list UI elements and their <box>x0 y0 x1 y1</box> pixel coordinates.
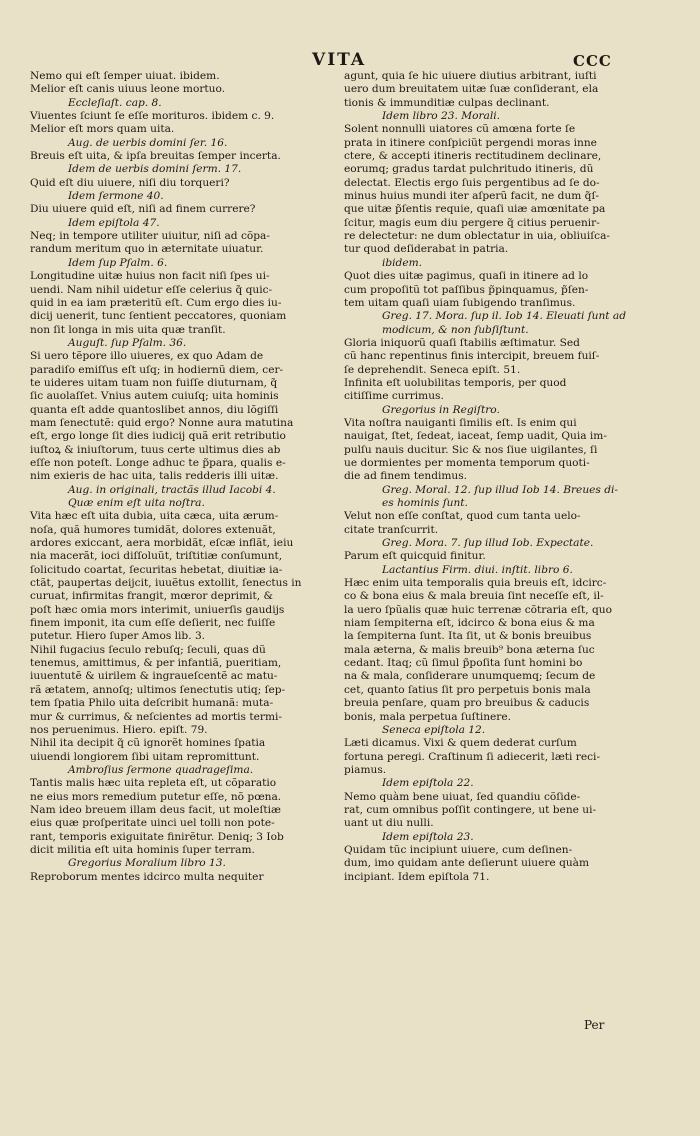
text-line: Reproborum mentes idcirco multa nequiter <box>30 870 264 883</box>
text-line: dicij uenerit, tunc ſentient peccatores, quoniam <box>30 310 287 323</box>
text-line: rã ætatem, annoſq; ultimos ſenectutis utiq; ſep- <box>30 683 286 696</box>
text-line: minus huius mundi iter aſperũ facit, ne dum q̃ſ- <box>344 190 599 203</box>
text-line: Velut non eſſe conſtat, quod cum tanta uelo- <box>344 510 581 523</box>
source-citation-line: Idem libro 23. Morali. <box>382 110 500 123</box>
text-line: Nihil ita decipit q̃ cũ ignorẽt homines ſpatia <box>30 737 266 750</box>
source-citation-line: Aug. in originali, tractãs illud Iacobi 4. <box>68 483 276 496</box>
text-line: noſa, quã humores tumidãt, dolores extenuãt, <box>30 523 276 536</box>
text-line: la uero ſpũalis quæ huic terrenæ cõtraria eſt, quo <box>344 603 612 616</box>
text-line: mur & currimus, & neſcientes ad mortis termi- <box>30 710 282 723</box>
text-line: uendi. Nam nihil uidetur eſſe celerius q̃ quic- <box>30 283 273 296</box>
text-line: Breuis eſt uita, & ipſa breuitas ſemper incerta. <box>30 150 281 163</box>
text-line: uero dum breuitatem uitæ ſuæ conſiderant, ela <box>344 83 599 96</box>
text-line: ſe deprehendit. Seneca epiſt. 51. <box>344 363 521 376</box>
text-line: ſcitur, magis eum diu pergere q̃ citius peruenir- <box>344 216 600 229</box>
text-line: agunt, quia ſe hic uiuere diutius arbitrant, iuſti <box>344 70 597 82</box>
catchword: Per <box>584 1018 605 1032</box>
text-line: eſſe non poteſt. Longe adhuc te p̃para, qualis e- <box>30 456 286 469</box>
text-line: nia macerãt, ioci diſſoluũt, triſtitiæ conſumunt, <box>30 550 283 563</box>
text-line: iuuentutẽ & uirilem & ingraueſcentẽ ac matu- <box>30 670 278 683</box>
source-citation-line: ibidem. <box>382 256 423 269</box>
text-line: die ad finem tendimus. <box>344 470 468 483</box>
text-line: ctere, & accepti itineris rectitudinem declinare, <box>344 150 602 163</box>
text-line: Longitudine uitæ huius non facit niſi ſpes ui- <box>30 270 270 283</box>
right-column <box>344 70 627 884</box>
text-line: eſt, ergo longe ſit dies iudicij quã erit retributio <box>30 430 286 443</box>
text-line: eorumq; gradus tardat pulchritudo itineris, dũ <box>344 163 594 176</box>
text-line: tem uitam quaſi uiam ſubigendo tranſimus. <box>344 296 576 309</box>
text-line: uant ut diu nulli. <box>344 817 434 830</box>
text-line: iuſtoꝝ & iniuſtorum, tuus certe ultimus dies ab <box>30 443 281 456</box>
text-line: ctãt, paupertas deijcit, iuuẽtus extollit, ſenectus in <box>30 577 302 590</box>
text-line: Diu uiuere quid eſt, niſi ad finem currere? <box>30 203 256 216</box>
text-line: te uideres uitam tuam non fuiſſe diuturnam, q̃ <box>30 376 278 389</box>
text-line: la ſempiterna ſunt. Ita ſit, ut & bonis breuibus <box>344 630 592 643</box>
text-line: Nam ideo breuem illam deus facit, ut moleſtiæ <box>30 803 281 816</box>
text-line: finem imponit, ita cum eſſe deſierit, nec fuiſſe <box>30 617 276 630</box>
text-line: ſolicitudo coartat, ſecuritas hebetat, diuitiæ ia- <box>30 563 283 576</box>
text-line: Gloria iniquorũ quaſi ſtabilis æſtimatur. Sed <box>344 336 580 349</box>
text-line: mam ſenectutẽ: quid ergo? Nonne aura matutina <box>30 416 294 429</box>
text-line: delectat. Electis ergo ſuis pergentibus ad ſe do- <box>344 176 600 189</box>
text-line: cum propoſitũ tot paſſibus p̃pinquamus, p̃ſen- <box>344 283 589 296</box>
text-line: Nihil fugacius ſeculo rebuſq; ſeculi, quas dũ <box>30 643 266 656</box>
text-line: mala æterna, & malis breuib⁹ bona æterna ſuc <box>344 643 595 656</box>
text-line: ſic auolaſſet. Vnius autem cuiuſq; uita hominis <box>30 390 279 403</box>
text-line: que uitæ p̃ſentis requie, quaſi uiæ amœnitate pa <box>344 203 606 216</box>
source-citation-line: Idem epiſtola 22. <box>382 777 474 790</box>
text-line: cedant. Itaq; cũ ſimul p̃poſita ſunt homini bo <box>344 657 583 670</box>
text-line: tem ſpatia Philo uita deſcribit humanã: muta- <box>30 697 274 710</box>
source-citation-line: Idem epiſtola 23. <box>382 830 474 843</box>
text-line: co & bona eius & mala breuia ſint neceſſe eſt, il- <box>344 590 604 603</box>
running-head: VITA <box>312 50 367 70</box>
text-line: Læti dicamus. Vixi & quem dederat curſum <box>344 737 577 750</box>
source-citation-line: Quæ enim eſt uita noſtra. <box>68 497 205 509</box>
source-citation-line: Ambroſius ſermone quadrageſima. <box>68 763 254 776</box>
text-line: cet, quanto ſatius ſit pro perpetuis bonis mala <box>344 683 591 696</box>
source-citation-line: Gregorius Moralium libro 13. <box>68 857 226 870</box>
text-line: tionis & immunditiæ culpas declinant. <box>344 96 550 109</box>
text-line: eius quæ proſperitate uinci uel tolli non pote- <box>30 817 275 830</box>
source-citation-line: es hominis ſunt. <box>382 497 468 509</box>
text-line: prata in itinere conſpiciũt pergendi moras inne <box>344 136 597 149</box>
source-citation-line: Gregorius in Regiſtro. <box>382 403 500 416</box>
source-citation-line: Eccleſiaſt. cap. 8. <box>68 96 162 109</box>
text-line: bonis, mala perpetua ſuſtinere. <box>344 710 512 723</box>
text-line: piamus. <box>344 763 387 776</box>
text-line: Vita hæc eſt uita dubia, uita cæca, uita ærum- <box>30 510 279 523</box>
text-line: Nemo quàm bene uiuat, ſed quandiu cõſide- <box>344 790 581 803</box>
source-citation-line: Greg. 17. Mora. ſup il. Iob 14. Eleuati ſunt ad <box>382 310 627 323</box>
text-line: Quid eſt diu uiuere, niſi diu torqueri? <box>30 176 230 189</box>
text-line: rat, cum omnibus poſſit contingere, ut bene ui- <box>344 803 597 816</box>
text-line: Neq; in tempore utiliter uiuitur, niſi ad cõpa- <box>30 230 270 243</box>
text-line: ue dormientes per momenta temporum quoti- <box>344 456 590 469</box>
text-line: non ſit longa in mis uita quæ tranſit. <box>30 323 226 336</box>
text-line: ne eius mors remedium putetur eſſe, nõ pœna. <box>30 790 282 803</box>
text-line: Parum eſt quicquid finitur. <box>344 550 486 563</box>
source-citation-line: Seneca epiſtola 12. <box>382 723 486 736</box>
text-line: cũ hanc repentinus finis intercipit, breuem fuiſ- <box>344 350 600 363</box>
text-line: tur quod deſiderabat in patria. <box>344 243 509 256</box>
text-line: Hæc enim uita temporalis quia breuis eſt, idcirc- <box>344 577 607 590</box>
source-citation-line: Auguſt. ſup Pſalm. 36. <box>68 336 187 349</box>
text-line: nauigat, ſtet, ſedeat, iaceat, ſemp uadit, Quia im- <box>344 430 607 443</box>
text-line: incipiant. Idem epiſtola 71. <box>344 870 490 883</box>
source-citation-line: Greg. Moral. 12. ſup illud Iob 14. Breues di- <box>382 483 618 496</box>
text-line: quanta eſt adde quantoslibet annos, diu lõgiſſi <box>30 403 279 416</box>
text-line: Vita noſtra nauiganti ſimilis eſt. Is enim qui <box>344 416 577 429</box>
source-citation-line: Idem epiſtola 47. <box>68 216 160 229</box>
text-line: tenemus, amittimus, & per infantiã, pueritiam, <box>30 657 282 670</box>
text-line: Quot dies uitæ pagimus, quaſi in itinere ad lo <box>344 270 589 283</box>
source-citation-line: Lactantius Firm. diui. inſtit. libro 6. <box>382 563 573 576</box>
text-line: Si uero tẽpore illo uiueres, ex quo Adam de <box>30 350 264 363</box>
source-citation-line: Idem ſup Pſalm. 6. <box>68 256 168 269</box>
text-line: pulſu nauis ducitur. Sic & nos ſiue uigilantes, ſi <box>344 443 598 456</box>
text-line: dum, imo quidam ante deſierunt uiuere quàm <box>344 857 590 870</box>
text-line: paradiſo emiſſus eſt uſq; in hodiernũ diem, cer- <box>30 363 284 376</box>
text-line: dicit militia eſt uita hominis ſuper terram. <box>30 843 255 856</box>
text-line: citiſſime currimus. <box>344 390 444 403</box>
text-line: breuia penſare, quam pro breuibus & caducis <box>344 697 590 710</box>
text-line: poſt hæc omia mors interimit, uniuerſis gaudijs <box>30 603 285 616</box>
source-citation-line: Greg. Mora. 7. ſup illud Iob. Expectate. <box>382 537 594 550</box>
text-line: quid in ea iam præteritũ eſt. Cum ergo dies iu- <box>30 296 282 309</box>
text-line: fortuna peregi. Craſtinum ſi adiecerit, læti reci- <box>344 750 601 763</box>
text-line: Melior eſt canis uiuus leone mortuo. <box>30 83 226 96</box>
source-citation-line: Aug. de uerbis domini ſer. 16. <box>68 136 228 149</box>
text-line: Quidam tũc incipiunt uiuere, cum deſinen- <box>344 843 573 856</box>
text-line: re delectetur: ne dum oblectatur in uia, obliuiſca- <box>344 230 610 243</box>
text-line: Solent nonnulli uiatores cũ amœna forte ſe <box>344 123 576 136</box>
text-line: nim exieris de hac uita, talis redderis illi uitæ. <box>30 470 279 483</box>
text-line: Nemo qui eſt ſemper uiuat. ibidem. <box>30 70 220 82</box>
folio-number: CCC <box>573 52 612 70</box>
text-line: uiuendi longiorem ſibi uitam repromittunt. <box>30 750 260 763</box>
text-line: Infinita eſt uolubilitas temporis, per quod <box>344 376 567 389</box>
text-line: na & mala, conſiderare unumquemq; ſecum de <box>344 670 596 683</box>
text-line: Viuentes ſciunt ſe eſſe morituros. ibidem c. 9. <box>30 110 275 123</box>
text-line: Tantis malis hæc uita repleta eſt, ut cõparatio <box>30 777 277 790</box>
text-line: randum meritum quo in æternitate uiuatur. <box>30 243 264 256</box>
source-citation-line: modicum, & non ſubſiſtunt. <box>382 323 529 336</box>
text-line: citate tranſcurrit. <box>344 523 439 536</box>
text-line: curuat, infirmitas frangit, mœror deprimit, & <box>30 590 273 603</box>
text-line: ardores exiccant, aera morbidãt, eſcæ inflãt, ieiu <box>30 537 294 550</box>
source-citation-line: Idem ſermone 40. <box>68 190 164 203</box>
text-line: nos peruenimus. Hiero. epiſt. 79. <box>30 723 208 736</box>
text-line: rant, temporis exiguitate finirẽtur. Deniq; 3 Iob <box>30 830 284 843</box>
text-line: Melior eſt mors quam uita. <box>30 123 175 136</box>
left-column <box>30 70 322 884</box>
source-citation-line: Idem de uerbis domini ſerm. 17. <box>68 163 242 176</box>
text-line: putetur. Hiero ſuper Amos lib. 3. <box>30 630 206 643</box>
text-line: niam ſempiterna eſt, idcirco & bona eius & ma <box>344 617 595 630</box>
